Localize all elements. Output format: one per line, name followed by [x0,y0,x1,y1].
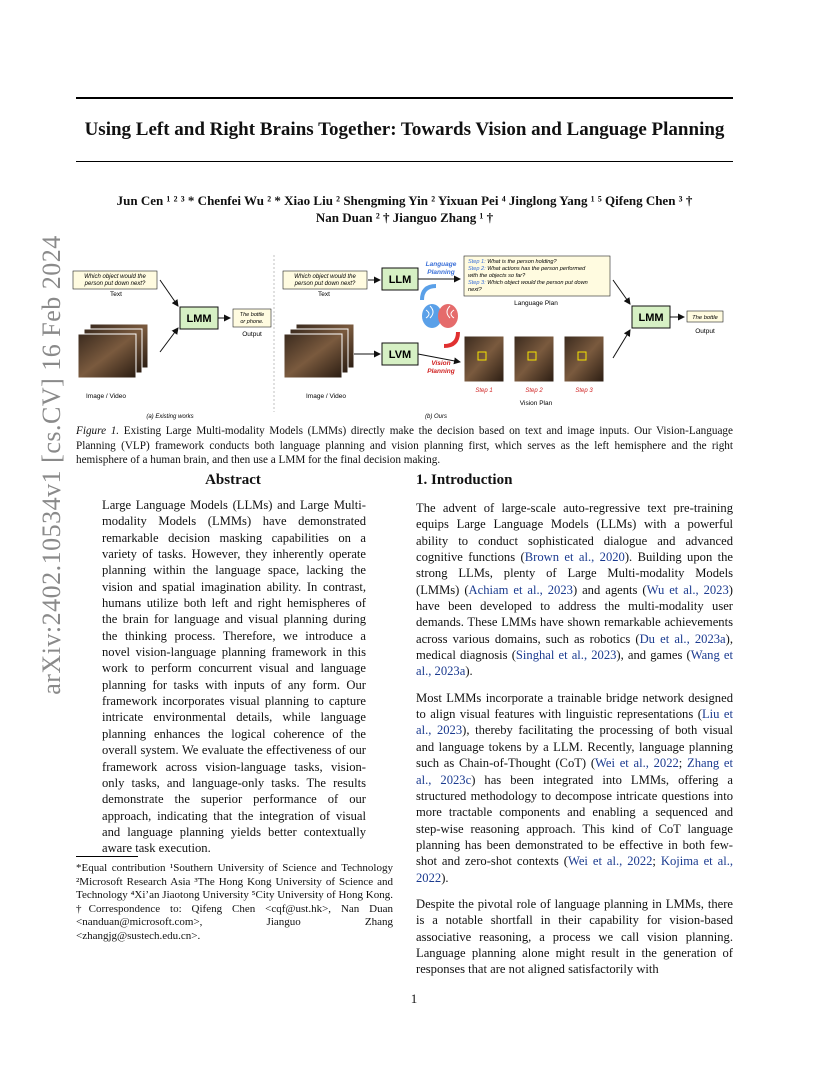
vision-plan-label: Vision Plan [519,400,553,407]
svg-text:Language: Language [425,261,457,268]
figure-caption [76,424,733,468]
intro-paragraph-2 [416,690,733,886]
paragraph-text: ), medical diagnosis ( [416,631,733,663]
paragraph-text: ; [678,756,688,771]
lmm-left-label: LMM [186,313,212,325]
llm-label: LLM [388,274,412,286]
citation-link[interactable]: Brown et al., 2020 [524,550,625,565]
abstract-body: Large Language Models (LLMs) and Large Multi-modality Models (LMMs) have demonstrated remarkable decision masking capabilities on a variety of tasks. However, they inherently operate planning within the language space, lacking the vision and spatial imagination ability. In contrast, humans utilize both left and right hemispheres of the brain for language and visual planning during the thinking process. Therefore, we introduce a novel vision-language planning framework in this work to perform concurrent visual and language planning for tasks with inputs of any form. Our framework incorporates visual planning to capture intricate environmental details, while language planning enhances the logical coherence of the overall system. We evaluate the effectiveness of our framework across vision-language tasks, vision-only tasks, and language-only tasks. The results demonstrate the superior performance of our approach, indicating that the integration of visual and language planning yields better contextually aware task execution. [102,498,366,856]
vision-step2-label: Step 2 [525,388,543,394]
caption-text: Existing Large Multi-modality Models (LMMs) directly make the decision based on text and image inputs. Our Vision-Language Planning (VLP) framework conducts both language planning and vision planning first, which serves as the left hemisphere and the right hemisphere of a human brain, and then use a LMM for the final decision making. [76,425,733,466]
title-underline [76,161,733,162]
citation-link[interactable]: Wei et al., 2022 [567,854,653,869]
paragraph-text: ) and agents ( [572,582,647,597]
subcaption-a: (a) Existing works [146,414,194,420]
text-label-left: Text [110,291,122,298]
image-label-left: Image / Video [86,393,126,400]
svg-text:or phone.: or phone. [240,319,264,325]
svg-text:Vision: Vision [431,360,451,367]
question-left-l2: person put down next? [84,281,146,287]
author-line-1: Jun Cen ¹ ² ³ * Chenfei Wu ² * Xiao Liu ² Shengming Yin ² Yixuan Pei ⁴ Jinglong Yang ¹ ⁵ Qifeng Chen ³ † [116,193,693,208]
citation-link[interactable]: Wang et al., 2023a [416,648,733,679]
figure-left-panel [73,271,271,420]
paragraph-text: ). Building upon the strong LLMs, plenty of Large Multi-modality Models (LMMs) ( [416,550,734,597]
vision-step3-frame [564,336,604,382]
citation-link[interactable]: Wu et al., 2023 [646,582,729,597]
citation-link[interactable]: Liu et al., 2023 [416,707,733,738]
caption-label: Figure 1. [76,425,120,437]
citation-link[interactable]: Kojima et al., 2022 [416,854,734,885]
top-rule [76,97,733,99]
vision-step3-label: Step 3 [575,388,593,394]
paragraph-text: ; [652,854,661,869]
figure-right-panel [283,256,723,420]
citation-link[interactable]: Du et al., 2023a [639,631,726,646]
paragraph-text: ), and games ( [616,648,691,663]
citation-link[interactable]: Singhal et al., 2023 [515,648,617,663]
svg-text:Step 2: What actions has the p: Step 2: What actions has the person performed [468,266,586,272]
citation-link[interactable]: Achiam et al., 2023 [468,582,573,597]
paragraph-text: ). [465,664,473,679]
text-label-right: Text [318,291,330,298]
paper-title: Using Left and Right Brains Together: Towards Vision and Language Planning [84,119,725,140]
citation-link[interactable]: Wei et al., 2022 [595,756,679,771]
svg-text:Planning: Planning [427,269,455,276]
vision-step1-frame [464,336,504,382]
paragraph-text: The advent of large-scale auto-regressive text pre-training equips Large Language Models (LLMs) with a powerful ability to conduct sophisticated dialogue and advanced cognitive functions ( [416,501,733,565]
intro-heading: 1. Introduction [416,472,513,488]
paragraph-text: ) have been developed to address the multi-modality user demands. These LMMs have shown remarkable achievements across various domains, such as robotics ( [416,582,733,646]
output-label-right: Output [695,328,715,335]
figure-1 [70,252,740,420]
abstract-heading: Abstract [205,472,261,488]
footnote: *Equal contribution ¹Southern University of Science and Technology ²Microsoft Research Asia ³The Hong Kong University of Science and Technology ⁴Xi’an Jiaotong University ⁵City University of Hong Kong. †Correspondence to: Qifeng Chen <cqf@ust.hk>, Nan Duan <nanduan@microsoft.com>, Jianguo Zhang <zhangjg@sustech.edu.cn>. [76,862,393,942]
citation-link[interactable]: Zhang et al., 2023c [416,756,733,787]
svg-text:Planning: Planning [427,368,455,375]
intro-body [416,500,733,978]
image-label-right: Image / Video [306,393,346,400]
svg-text:Step 1: What is the person hol: Step 1: What is the person holding? [468,259,557,265]
lmm-right-label: LMM [638,312,664,324]
paragraph-text: Despite the pivotal role of language planning in LMMs, there is a notable shortfall in their capability for vision-based associative reasoning, a process we call vision planning. Language planning alone might result in the generation of responses that are not aligned satisfactorily with [416,896,733,977]
paragraph-text: ) has been integrated into LMMs, offering a structured methodology to decompose intricate questions into more tractable components and enabling a sequenced and step-wise reasoning approach. This kind of CoT language planning has been demonstrated to be effective in both few-shot and zero-shot contexts ( [416,772,734,869]
svg-text:person put down next?: person put down next? [294,281,356,287]
svg-text:Which object would the: Which object would the [294,274,356,280]
intro-paragraph-3 [416,896,733,978]
vision-step1-label: Step 1 [475,388,493,394]
svg-text:The bottle: The bottle [239,312,265,318]
arxiv-stamp: arXiv:2402.10534v1 [cs.CV] 16 Feb 2024 [37,235,66,695]
lvm-label: LVM [388,349,412,361]
author-line-2: Nan Duan ² † Jianguo Zhang ¹ † [315,210,494,225]
svg-text:Step 3: Which object would the: Step 3: Which object would the person put down [468,280,588,286]
paragraph-text: ). [441,870,449,885]
svg-text:with the objects so far?: with the objects so far? [468,273,526,279]
answer-right: The bottle [692,315,718,321]
intro-paragraph-1 [416,500,733,680]
footnote-rule [76,856,138,857]
paragraph-text: ), thereby facilitating the processing of both visual and language tokens by a LLM. Recently, language planning such as Chain-of-Thought (CoT) ( [416,723,733,771]
svg-text:next?: next? [468,287,482,293]
brain-icon [422,286,458,346]
vision-step2-frame [514,336,554,382]
subcaption-b: (b) Ours [424,414,448,420]
language-plan-label: Language Plan [514,300,558,307]
paragraph-text: Most LMMs incorporate a trainable bridge network designed to align visual features with linguistic representations ( [416,690,733,722]
video-frames-left [78,334,136,378]
question-left-l1: Which object would the [84,274,146,280]
page-number: 1 [410,991,418,1006]
output-label-left: Output [242,331,262,338]
video-frames-right [284,334,342,378]
